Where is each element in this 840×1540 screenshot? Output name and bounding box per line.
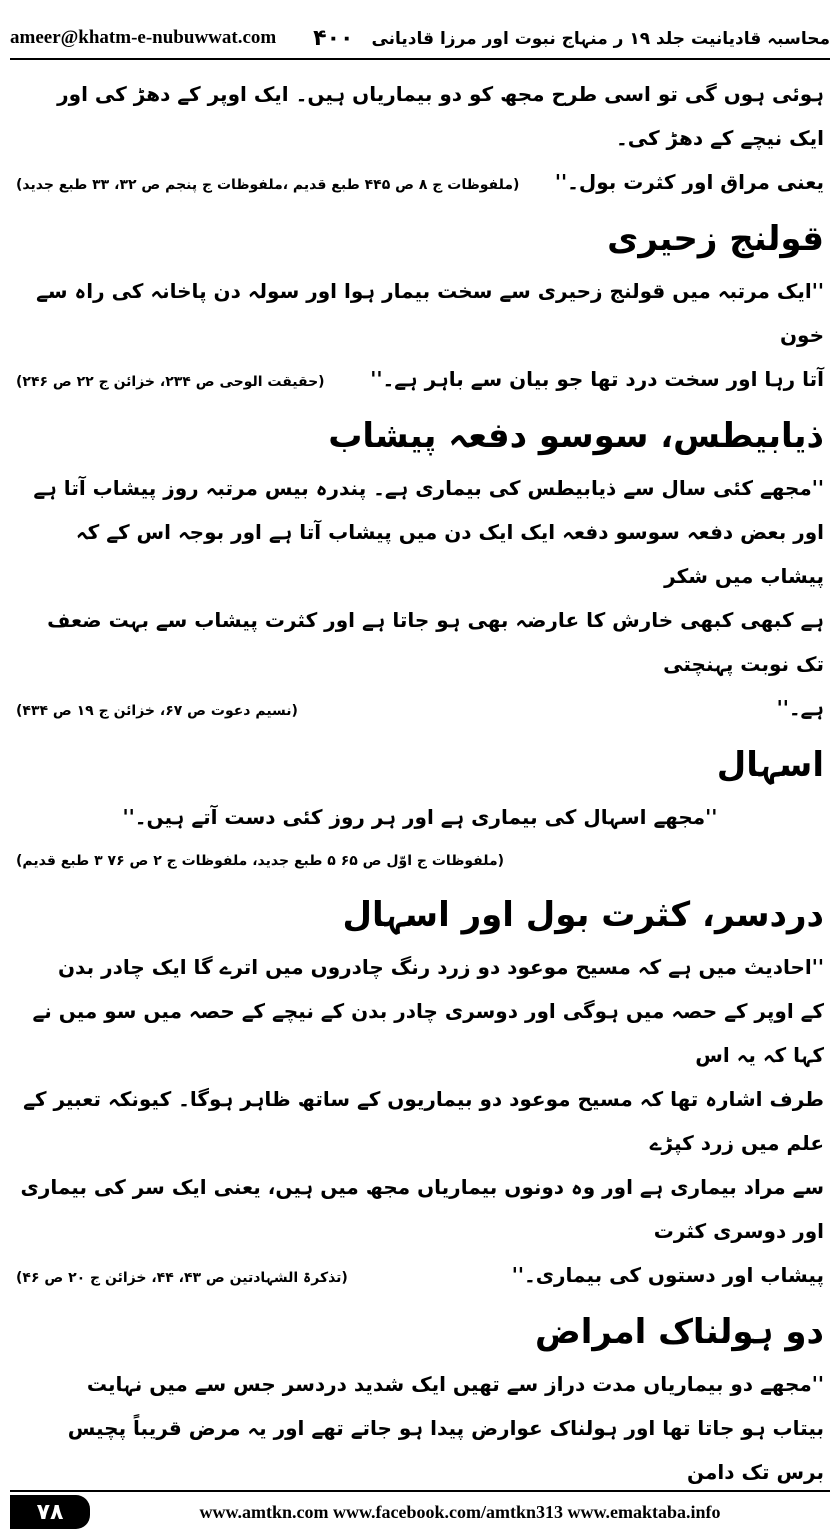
footer-page-number: ۷۸: [10, 1495, 90, 1529]
intro-line-2: [16, 160, 824, 207]
header-title-group: [313, 26, 830, 51]
section-reference-line: [16, 839, 824, 883]
section-line: ''مجھے دو بیماریاں مدت دراز سے تھیں ایک شدید دردسر جس سے میں نہایت: [86, 1372, 824, 1396]
section-line: بیتاب ہو جاتا تھا اور ہولناک عوارض پیدا ہو جاتے تھے اور یہ مرض قریباً پچیس برس تک دامن: [67, 1416, 824, 1484]
section-reference: (تذکرۃ الشہادتین ص ۴۳، ۴۴، خزائن ج ۲۰ ص ۴۶): [16, 1270, 348, 1286]
section-heading: دردسر، کثرت بول اور اسہال: [342, 895, 824, 935]
section-line: سے مراد بیماری ہے اور وہ دونوں بیماریاں مجھ میں ہیں، یعنی ایک سر کی بیماری اور دوسری کثرت: [20, 1175, 824, 1243]
section-line: ''مجھے اسہال کی بیماری ہے اور ہر روز کئی دست آتے ہیں۔'': [122, 805, 718, 829]
section-heading: دو ہولناک امراض: [535, 1312, 824, 1352]
page-header: [10, 18, 830, 60]
section-heading: اسہال: [716, 745, 824, 785]
section-line-with-reference: [16, 357, 824, 404]
section-heading: قولنج زحیری: [607, 219, 824, 259]
section-line: ہے کبھی کبھی خارش کا عارضہ بھی ہو جاتا ہے اور کثرت پیشاب سے بہت ضعف تک نوبت پہنچتی: [47, 608, 824, 676]
section-heading: ذیابیطس، سوسو دفعہ پیشاب: [328, 416, 824, 456]
section-line: ''ایک مرتبہ میں قولنج زحیری سے سخت بیمار ہوا اور سولہ دن پاخانہ کی راہ سے خون: [36, 279, 824, 347]
section-reference: (حقیقت الوحی ص ۲۳۴، خزائن ج ۲۲ ص ۲۴۶): [16, 374, 325, 390]
section-line: اور بعض دفعہ سوسو دفعہ ایک ایک دن میں پیشاب آتا ہے اور بوجہ اس کے کہ پیشاب میں شکر: [75, 520, 824, 588]
intro-line-1: ہوئی ہوں گی تو اسی طرح مجھ کو دو بیماریاں ہیں۔ ایک اوپر کے دھڑ کی اور ایک نیچے کے دھڑ کی۔: [57, 82, 824, 150]
footer-urls[interactable]: www.amtkn.com www.facebook.com/amtkn313 www.emaktaba.info: [199, 1501, 721, 1522]
header-title: محاسبہ قادیانیت جلد ۱۹ ر منہاج نبوت اور مرزا قادیانی: [371, 28, 830, 49]
section-line: ''احادیث میں ہے کہ مسیح موعود دو زرد رنگ چادروں میں اترے گا ایک چادر بدن: [57, 955, 824, 979]
section-line: ہے۔'': [776, 696, 824, 720]
section-line: ''مجھے کئی سال سے ذیابیطس کی بیماری ہے۔ پندرہ بیس مرتبہ روز پیشاب آتا ہے: [33, 476, 824, 500]
section-line: پیشاب اور دستوں کی بیماری۔'': [511, 1263, 824, 1287]
section-line: طرف اشارہ تھا کہ مسیح موعود دو بیماریوں کے ساتھ ظاہر ہوگا۔ کیونکہ تعبیر کے علم میں زرد کپڑے: [23, 1087, 824, 1155]
intro-reference: (ملفوظات ج ۸ ص ۴۴۵ طبع قدیم ،ملفوظات ج پنجم ص ۳۲، ۳۳ طبع جدید): [16, 177, 520, 193]
section-reference: (ملفوظات ج اوّل ص ۶۵ ۵ طبع جدید، ملفوظات ج ۲ ص ۷۶ ۳ طبع قدیم): [16, 853, 505, 869]
section-line-with-reference: [16, 686, 824, 733]
page-content: [16, 72, 824, 1494]
intro-text: یعنی مراق اور کثرت بول۔'': [554, 170, 824, 194]
section-reference: (نسیم دعوت ص ۶۷، خزائن ج ۱۹ ص ۴۳۴): [16, 703, 298, 719]
page-footer: [10, 1490, 830, 1532]
section-line: کے اوپر کے حصہ میں ہوگی اور دوسری چادر بدن کے نیچے کے حصہ میں سو میں نے کہا کہ یہ اس: [32, 999, 824, 1067]
header-email[interactable]: ameer@khatm-e-nubuwwat.com: [10, 27, 277, 48]
section-line-with-reference: [16, 1253, 824, 1300]
header-page-number: ۴۰۰: [313, 25, 354, 51]
section-line: آتا رہا اور سخت درد تھا جو بیان سے باہر ہے۔'': [370, 367, 824, 391]
